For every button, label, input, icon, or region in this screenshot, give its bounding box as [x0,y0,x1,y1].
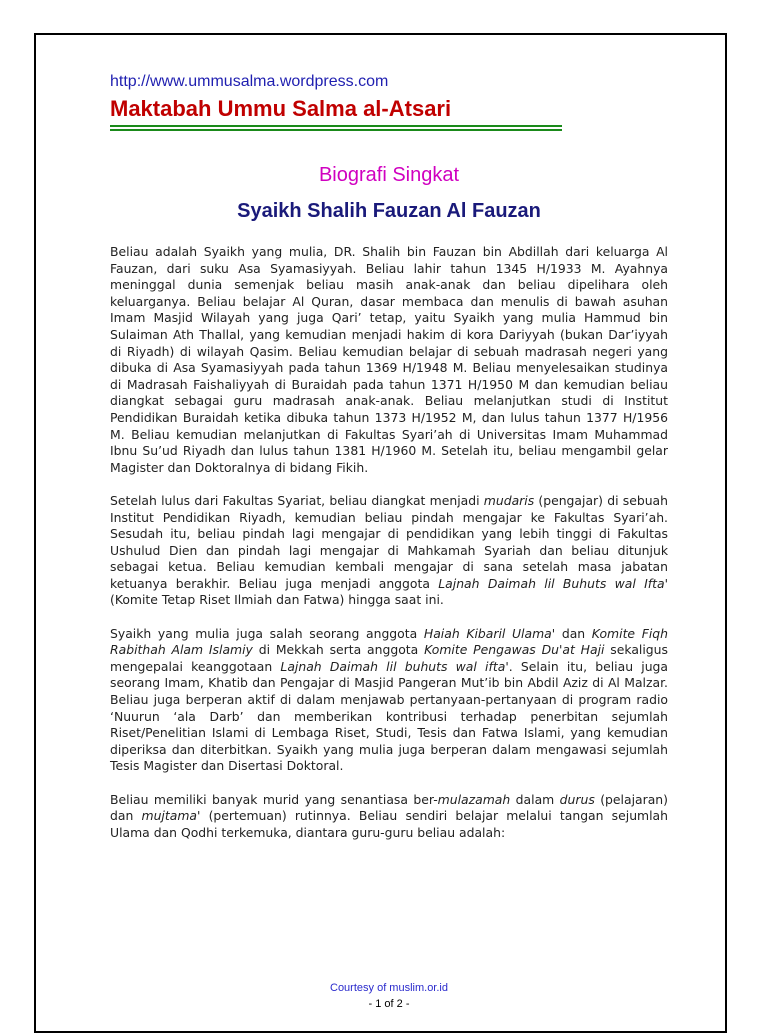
text-run: di Mekkah serta anggota [252,642,425,658]
text-run: Setelah lulus dari Fakultas Syariat, beliau diangkat menjadi [110,492,484,508]
italic-term: Lajnah Daimah lil Buhuts wal Ifta' [438,575,668,591]
text-run: . Selain itu, beliau juga seorang Imam, Khatib dan Pengajar di Masjid Pangeran Mut’ib bin Abdil Aziz di Al Malzar. Beliau juga berperan aktif di dalam menjawab pertanyaan-pertanyaan di program radio ‘Nuurun ‘ala Darb’ dan memberikan kontribusi terhadap penerbitan sejumlah Riset/Penelitian Islami di Lembaga Riset, Studi, Tesis dan Fatwa Islami, yang kemudian diperiksa dan diterbitkan. Syaikh yang mulia juga berperan dalam mengawasi sejumlah Tesis Magister dan Disertasi Doktoral. [110,658,669,774]
text-run: Syaikh yang mulia juga salah seorang anggota [110,625,424,641]
italic-term: durus [559,791,595,807]
text-run: (pelajaran) dan [110,791,668,824]
text-run: sekaligus mengepalai keanggotaan [110,642,668,674]
paragraph-3 [110,626,668,775]
site-url-link[interactable]: http://www.ummusalma.wordpress.com [110,73,389,90]
italic-term: Lajnah Daimah lil buhuts wal ifta' [280,658,509,674]
text-run: dalam [510,791,560,807]
body-text [110,244,668,858]
text-run: (pengajar) di sebuah Institut Pendidikan Riyadh, kemudian beliau pindah mengajar ke Fakultas Syari’ah. Sesudah itu, beliau pindah lagi mengajar di pendidikan yang lebih tinggi di Fakultas Ushulud Dien dan pindah lagi mengajar di Mahkamah Syariah dan beliau ditunjuk sebagai ketua. Beliau kemudian kembali mengajar di sana setelah masa jabatan ketuanya berakhir. Beliau juga menjadi anggota [110,492,668,591]
text-run: dan [555,625,592,641]
paragraph-2 [110,493,668,609]
italic-term: Haiah Kibaril Ulama' [423,625,556,641]
italic-term: mudaris [483,492,535,508]
text-run: (pertemuan) rutinnya. Beliau sendiri belajar melalui tangan sejumlah Ulama dan Qodhi terkemuka, diantara guru-guru beliau adalah: [110,808,669,840]
paragraph-4 [110,792,668,842]
header-rule-top [110,125,562,127]
text-run: Beliau adalah Syaikh yang mulia, DR. Shalih bin Fauzan bin Abdillah dari keluarga Al Fauzan, dari suku Asa Syamasiyyah. Beliau lahir tahun 1345 H/1933 M. Ayahnya meninggal dunia semenjak beliau masih anak-anak dan beliau dipelihara oleh keluarganya. Beliau belajar Al Quran, dasar membaca dan menulis di bawah asuhan Imam Masjid Wilayah yang juga Qari’ tetap, yaitu Syaikh yang mulia Hammud bin Sulaiman Ath Thallal, yang kemudian menjadi hakim di kora Dariyyah (bukan Dar’iyyah di Riyadh) di wilayah Qasim. Beliau kemudian belajar di sebuah madrasah negeri yang dibuka di Asa Syamasiyyah pada tahun 1369 H/1948 M. Beliau menyelesaikan studinya di Madrasah Faishaliyyah di Buraidah pada tahun 1371 H/1950 M dan kemudian beliau diangkat sebagai guru madrasah anak-anak. Beliau melanjutkan studi di Institut Pendidikan Buraidah ketika dibuka tahun 1373 H/1952 M, dan lulus tahun 1377 H/1956 M. Beliau kemudian melanjutkan di Fakultas Syari’ah di Universitas Imam Muhammad Ibnu Su’ud Riyadh dan lulus tahun 1381 H/1960 M. Setelah itu, beliau mengambil gelar Magister dan Doktoralnya di bidang Fikih. [110,244,668,475]
footer-courtesy-link[interactable]: Courtesy of muslim.or.id [330,982,448,994]
header-rule-bottom [110,129,562,131]
italic-term: Komite Pengawas Du'at Haji [424,642,605,658]
document-title: Syaikh Shalih Fauzan Al Fauzan [237,200,541,222]
text-run: Beliau memiliki banyak murid yang senantiasa ber- [110,791,438,807]
site-name-heading: Maktabah Ummu Salma al-Atsari [110,96,452,121]
paragraph-1 [110,244,668,476]
italic-term: mujtama' [141,808,201,824]
document-subtitle: Biografi Singkat [318,164,460,186]
italic-term: mulazamah [437,791,511,807]
italic-term: Komite Fiqh Rabithah Alam Islamiy [110,625,668,658]
page-indicator: - 1 of 2 - [368,998,410,1010]
text-run: (Komite Tetap Riset Ilmiah dan Fatwa) hingga saat ini. [110,592,444,608]
